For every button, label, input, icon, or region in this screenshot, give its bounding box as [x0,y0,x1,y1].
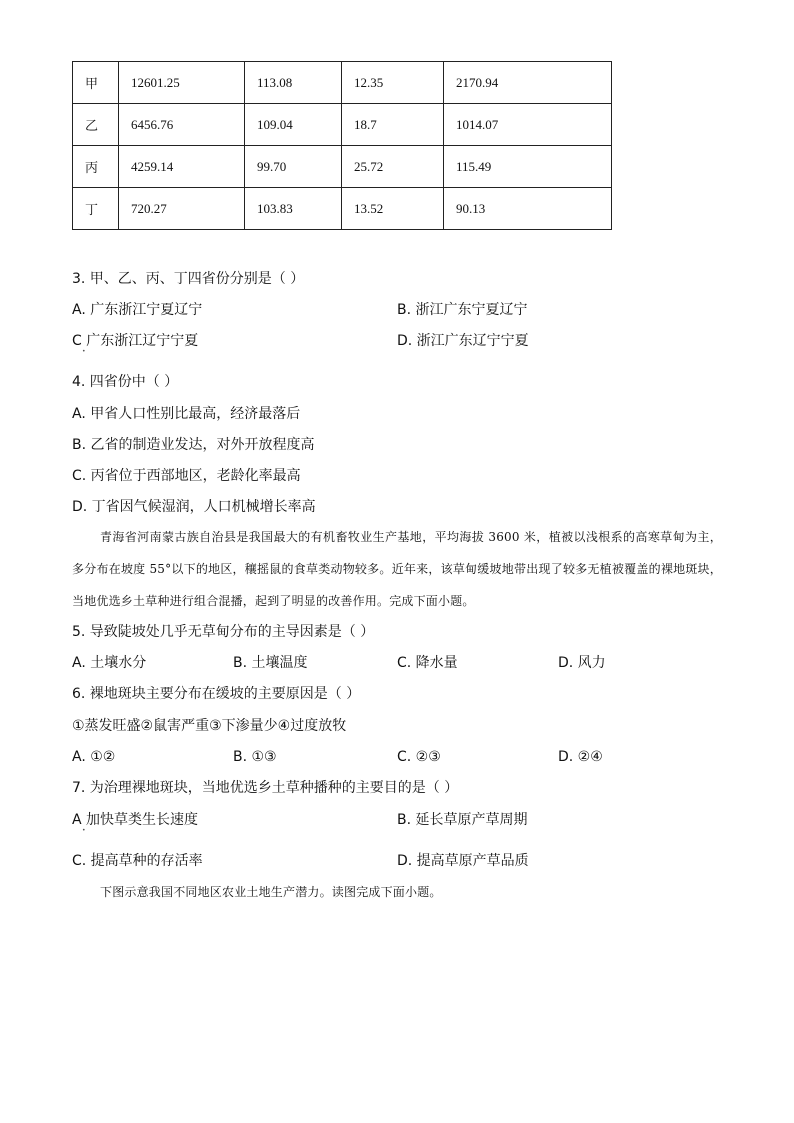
question-7-stem: 7. 为治理裸地斑块，当地优选乡土草种播种的主要目的是（ ） [72,780,459,796]
question-6-option-c[interactable]: C. ②③ [397,749,441,765]
province-data-table [72,61,612,230]
question-3-option-c[interactable]: C 广东浙江辽宁宁夏 [72,333,199,349]
question-5-stem: 5. 导致陡坡处几乎无草甸分布的主导因素是（ ） [72,624,375,640]
question-4-option-c[interactable]: C. 丙省位于西部地区，老龄化率最高 [72,468,301,484]
table-cell: 115.49 [444,146,612,188]
province-label-cell: 甲 [73,62,119,104]
table-cell: 109.04 [245,104,342,146]
table-cell: 103.83 [245,188,342,230]
table-row [73,62,612,104]
question-7-option-a[interactable]: A 加快草类生长速度 [72,812,199,828]
table-cell: 4259.14 [119,146,245,188]
table-cell: 720.27 [119,188,245,230]
question-6-option-b[interactable]: B. ①③ [233,749,277,765]
province-label-cell: 丙 [73,146,119,188]
table-cell: 113.08 [245,62,342,104]
question-4-option-d[interactable]: D. 丁省因气候湿润，人口机械增长率高 [72,499,316,515]
question-3-option-d[interactable]: D. 浙江广东辽宁宁夏 [397,333,529,349]
question-5-option-d[interactable]: D. 风力 [558,655,606,671]
table-row [73,146,612,188]
passage-land-potential-intro: 下图示意我国不同地区农业土地生产潜力。读图完成下面小题。 [100,885,442,899]
question-7-option-b[interactable]: B. 延长草原产草周期 [397,812,528,828]
question-7-option-d[interactable]: D. 提高草原产草品质 [397,853,529,869]
question-6-option-a[interactable]: A. ①② [72,749,116,765]
table-cell: 6456.76 [119,104,245,146]
table-cell: 99.70 [245,146,342,188]
stray-dot-mark: • [82,348,86,355]
province-label-cell: 丁 [73,188,119,230]
table-cell: 25.72 [342,146,444,188]
table-cell: 18.7 [342,104,444,146]
table-cell: 90.13 [444,188,612,230]
table-cell: 13.52 [342,188,444,230]
province-label-cell: 乙 [73,104,119,146]
question-5-option-a[interactable]: A. 土壤水分 [72,655,147,671]
question-3-option-b[interactable]: B. 浙江广东宁夏辽宁 [397,302,528,318]
question-6-statements: ①蒸发旺盛②鼠害严重③下渗量少④过度放牧 [72,718,347,734]
passage-henan-county: 青海省河南蒙古族自治县是我国最大的有机畜牧业生产基地，平均海拔 3600 米，植被以浅根系的高寒草甸为主，多分布在坡度 55°以下的地区，穰摇鼠的食草类动物较多。近年来，该草甸缓坡地带出现了较多无植被覆盖的裸地斑块，当地优选乡土草种进行组合混播，起到了明显的改善作用。完成下面小题。 [72,530,722,608]
table-cell: 12.35 [342,62,444,104]
question-7-option-c[interactable]: C. 提高草种的存活率 [72,853,203,869]
question-3-option-a[interactable]: A. 广东浙江宁夏辽宁 [72,302,203,318]
question-5-option-c[interactable]: C. 降水量 [397,655,458,671]
stray-dot-mark: • [82,827,86,834]
question-4-option-b[interactable]: B. 乙省的制造业发达，对外开放程度高 [72,437,315,453]
question-6-stem: 6. 裸地斑块主要分布在缓坡的主要原因是（ ） [72,686,361,702]
table-cell: 1014.07 [444,104,612,146]
question-6-option-d[interactable]: D. ②④ [558,749,603,765]
question-5-option-b[interactable]: B. 土壤温度 [233,655,308,671]
table-row [73,104,612,146]
question-4-option-a[interactable]: A. 甲省人口性别比最高，经济最落后 [72,406,301,422]
question-4-stem: 4. 四省份中（ ） [72,374,179,390]
table-cell: 2170.94 [444,62,612,104]
question-3-stem: 3. 甲、乙、丙、丁四省份分别是（ ） [72,271,305,287]
table-cell: 12601.25 [119,62,245,104]
table-row [73,188,612,230]
